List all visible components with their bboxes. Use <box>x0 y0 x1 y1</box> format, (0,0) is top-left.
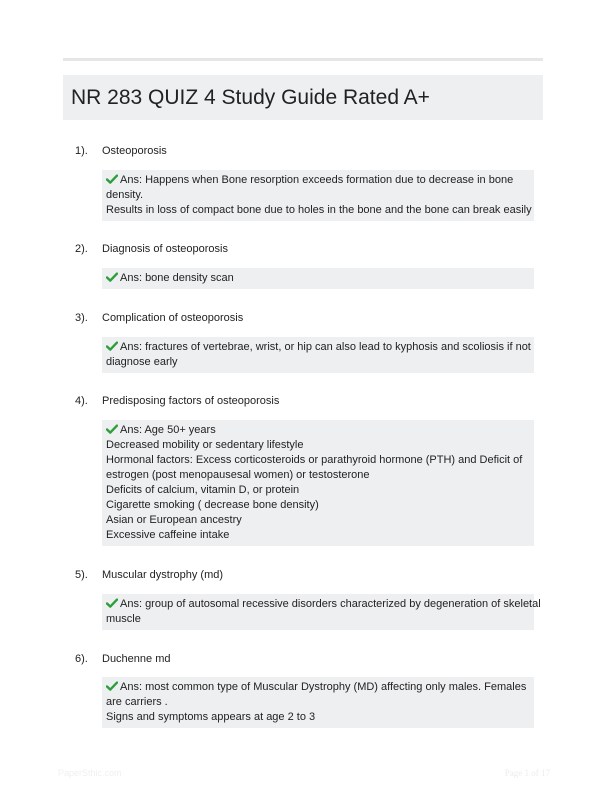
answer-text: Ans: group of autosomal recessive disorders characterized by degeneration of skeletal <box>120 598 541 610</box>
answer-text: Ans: most common type of Muscular Dystrophy (MD) affecting only males. Females <box>120 681 527 693</box>
checkmark-icon <box>106 341 118 351</box>
answer-line: estrogen (post menopausesal women) or testosterone <box>106 469 370 481</box>
question-text: Diagnosis of osteoporosis <box>102 243 228 255</box>
question-number: 4). <box>75 395 88 407</box>
answer-line <box>106 423 530 438</box>
answer-text: Ans: Age 50+ years <box>120 424 216 436</box>
question-text: Complication of osteoporosis <box>102 312 244 324</box>
question-number: 2). <box>75 243 88 255</box>
answer-line: Decreased mobility or sedentary lifestyle <box>106 439 304 451</box>
answer-box <box>102 268 534 289</box>
question-text: Muscular dystrophy (md) <box>102 569 224 581</box>
checkmark-icon <box>106 598 118 608</box>
footer-watermark: PaperSthic.com <box>58 768 122 778</box>
answer-box <box>102 677 534 728</box>
checkmark-icon <box>106 174 118 184</box>
answer-line: density. <box>106 189 144 201</box>
answer-line <box>106 271 530 286</box>
answer-line: diagnose early <box>106 356 178 368</box>
question-text: Duchenne md <box>102 653 171 665</box>
answer-line <box>106 340 530 355</box>
checkmark-icon <box>106 272 118 282</box>
answer-line: Excessive caffeine intake <box>106 529 230 541</box>
page-title: NR 283 QUIZ 4 Study Guide Rated A+ <box>71 85 430 109</box>
answer-line <box>106 680 530 695</box>
answer-box <box>102 420 534 546</box>
answer-line <box>106 173 530 188</box>
answer-line <box>106 597 541 612</box>
top-rule <box>63 58 543 61</box>
question-number: 3). <box>75 312 88 324</box>
answer-line: are carriers . <box>106 696 168 708</box>
checkmark-icon <box>106 681 118 691</box>
question-number: 6). <box>75 653 88 665</box>
answer-box <box>102 337 534 373</box>
page-number: Page 1 of 17 <box>504 768 550 778</box>
question-text: Osteoporosis <box>102 145 167 157</box>
question-number: 5). <box>75 569 88 581</box>
answer-line: Cigarette smoking ( decrease bone density) <box>106 499 319 511</box>
answer-box <box>102 594 541 630</box>
answer-text: Ans: Happens when Bone resorption exceeds formation due to decrease in bone <box>120 174 514 186</box>
answer-line: Results in loss of compact bone due to holes in the bone and the bone can break easily <box>106 204 532 216</box>
answer-line: Deficits of calcium, vitamin D, or protein <box>106 484 300 496</box>
answer-line: muscle <box>106 613 141 625</box>
answer-text: Ans: fractures of vertebrae, wrist, or hip can also lead to kyphosis and scoliosis if not <box>120 341 531 353</box>
answer-text: Ans: bone density scan <box>120 272 234 284</box>
answer-line: Asian or European ancestry <box>106 514 242 526</box>
answer-box <box>102 170 534 221</box>
answer-line: Signs and symptoms appears at age 2 to 3 <box>106 711 316 723</box>
checkmark-icon <box>106 424 118 434</box>
answer-line: Hormonal factors: Excess corticosteroids or parathyroid hormone (PTH) and Deficit of <box>106 454 523 466</box>
question-number: 1). <box>75 145 88 157</box>
title-box <box>63 75 543 120</box>
question-text: Predisposing factors of osteoporosis <box>102 395 280 407</box>
